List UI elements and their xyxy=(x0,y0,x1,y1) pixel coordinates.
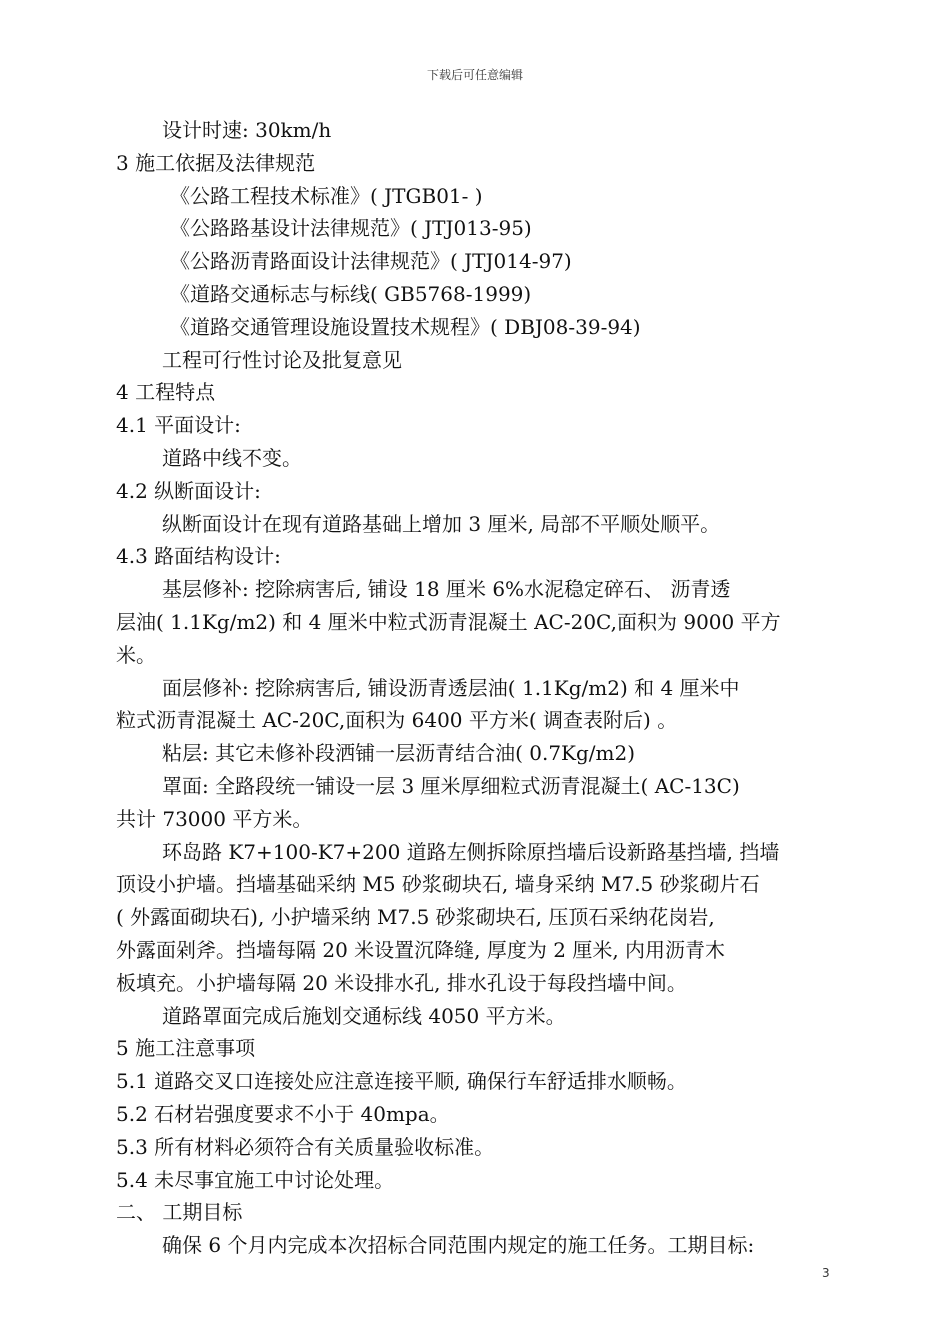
page-header: 下载后可任意编辑 xyxy=(426,68,523,82)
text-line: 米。 xyxy=(116,642,156,667)
subsection-heading: 4.1 平面设计: xyxy=(116,413,241,438)
section-heading: 5 施工注意事项 xyxy=(116,1036,256,1061)
reference-line: 《公路路基设计法律规范》( JTJ013-95) xyxy=(170,216,532,241)
text-line: 5.3 所有材料必须符合有关质量验收标准。 xyxy=(116,1134,495,1159)
text-line: 5.2 石材岩强度要求不小于 40mpa。 xyxy=(116,1101,450,1126)
reference-line: 《公路工程技术标准》( JTGB01- ) xyxy=(170,183,483,208)
subsection-heading: 4.2 纵断面设计: xyxy=(116,478,261,503)
document-body xyxy=(116,114,846,1262)
subsection-heading: 4.3 路面结构设计: xyxy=(116,544,281,569)
text-line: 确保 6 个月内完成本次招标合同范围内规定的施工任务。工期目标: xyxy=(162,1233,755,1258)
reference-line: 《道路交通标志与标线( GB5768-1999) xyxy=(170,281,532,306)
text-line: ( 外露面砌块石), 小护墙采纳 M7.5 砂浆砌块石, 压顶石采纳花岗岩, xyxy=(116,905,715,930)
text-line: 共计 73000 平方米。 xyxy=(116,806,313,831)
text-line: 设计时速: 30km/h xyxy=(162,118,332,142)
text-line: 道路罩面完成后施划交通标线 4050 平方米。 xyxy=(162,1003,566,1028)
text-line: 5.4 未尽事宜施工中讨论处理。 xyxy=(116,1167,395,1192)
section-heading: 4 工程特点 xyxy=(116,380,216,405)
text-line: 板填充。小护墙每隔 20 米设排水孔, 排水孔设于每段挡墙中间。 xyxy=(116,970,687,995)
text-line: 罩面: 全路段统一铺设一层 3 厘米厚细粒式沥青混凝土( AC-13C) xyxy=(162,773,740,798)
text-line: 5.1 道路交叉口连接处应注意连接平顺, 确保行车舒适排水顺畅。 xyxy=(116,1069,687,1094)
text-line: 纵断面设计在现有道路基础上增加 3 厘米, 局部不平顺处顺平。 xyxy=(162,511,721,536)
text-line: 基层修补: 挖除病害后, 铺设 18 厘米 6%水泥稳定碎石、 沥青透 xyxy=(162,577,731,602)
section-heading: 3 施工依据及法律规范 xyxy=(116,150,316,175)
text-line: 层油( 1.1Kg/m2) 和 4 厘米中粒式沥青混凝土 AC-20C,面积为 9000 平方 xyxy=(116,609,781,634)
text-line: 道路中线不变。 xyxy=(162,445,302,470)
text-line: 工程可行性讨论及批复意见 xyxy=(162,347,402,372)
text-line: 粘层: 其它未修补段洒铺一层沥青结合油( 0.7Kg/m2) xyxy=(162,741,636,766)
section-heading: 二、 工期目标 xyxy=(116,1200,243,1225)
page-number: 3 xyxy=(822,1266,830,1280)
reference-line: 《道路交通管理设施设置技术规程》( DBJ08-39-94) xyxy=(170,314,641,339)
text-line: 面层修补: 挖除病害后, 铺设沥青透层油( 1.1Kg/m2) 和 4 厘米中 xyxy=(162,675,740,700)
text-line: 粒式沥青混凝土 AC-20C,面积为 6400 平方米( 调查表附后) 。 xyxy=(116,708,678,733)
text-line: 顶设小护墙。挡墙基础采纳 M5 砂浆砌块石, 墙身采纳 M7.5 砂浆砌片石 xyxy=(116,872,760,897)
text-line: 外露面剁斧。挡墙每隔 20 米设置沉降缝, 厚度为 2 厘米, 内用沥青木 xyxy=(116,937,726,962)
reference-line: 《公路沥青路面设计法律规范》( JTJ014-97) xyxy=(170,249,572,274)
text-line: 环岛路 K7+100-K7+200 道路左侧拆除原挡墙后设新路基挡墙, 挡墙 xyxy=(162,839,780,864)
